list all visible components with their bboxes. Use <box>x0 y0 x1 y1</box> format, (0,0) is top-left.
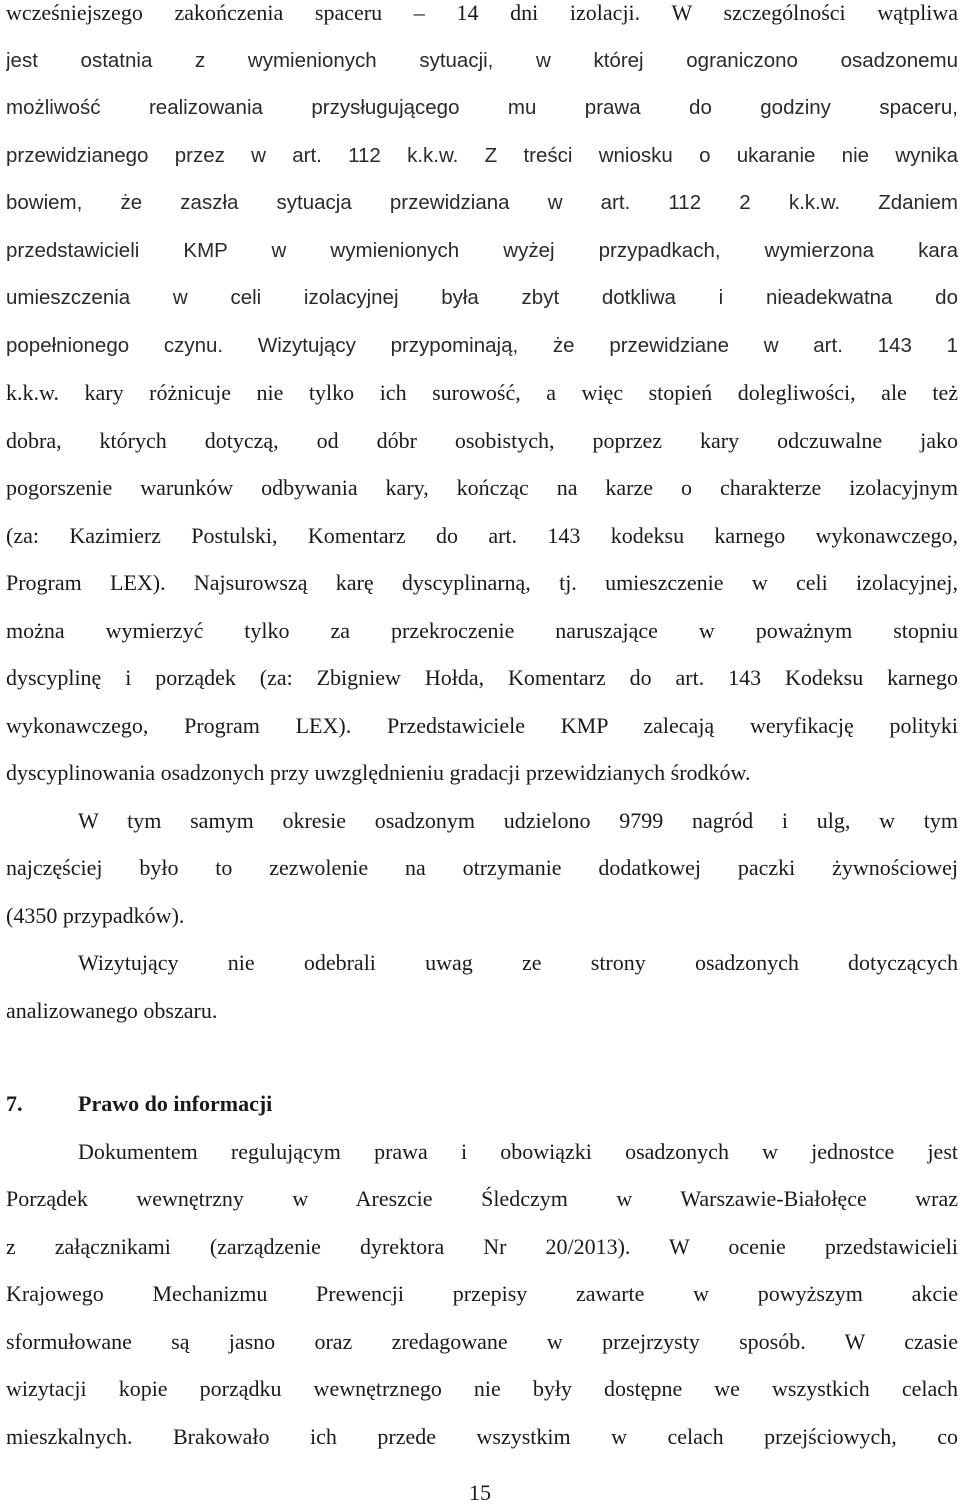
text-line: (za: Kazimierz Postulski, Komentarz do art. 143 kodeksu karnego wykonawczego, <box>6 522 958 548</box>
text-line: najczęściej było to zezwolenie na otrzymanie dodatkowej paczki żywnościowej <box>6 855 958 880</box>
text-line: umieszczenia w celi izolacyjnej była zbyt dotkliwa i nieadekwatna do <box>6 286 958 309</box>
text-line: bowiem, że zaszła sytuacja przewidziana w art. 112 2 k.k.w. Zdaniem <box>6 191 958 214</box>
page-number: 15 <box>469 1480 491 1505</box>
text-line: przewidzianego przez w art. 112 k.k.w. Z treści wniosku o ukaranie nie wynika <box>6 143 958 167</box>
text-line: W tym samym okresie osadzonym udzielono 9799 nagród i ulg, w tym <box>78 807 958 833</box>
text-line: wykonawczego, Program LEX). Przedstawiciele KMP zalecają weryfikację polityki <box>6 712 958 738</box>
text-line: jest ostatnia z wymienionych sytuacji, w której ograniczono osadzonemu <box>6 48 958 72</box>
text-line: sformułowane są jasno oraz zredagowane w przejrzysty sposób. W czasie <box>6 1328 958 1354</box>
text-line: można wymierzyć tylko za przekroczenie naruszające w poważnym stopniu <box>6 617 958 643</box>
text-line: popełnionego czynu. Wizytujący przypominają, że przewidziane w art. 143 1 <box>6 333 958 357</box>
text-line: wizytacji kopie porządku wewnętrznego nie były dostępne we wszystkich celach <box>6 1376 958 1401</box>
paragraph-disciplinary-penalties <box>6 0 958 797</box>
text-line: Dokumentem regulującym prawa i obowiązki osadzonych w jednostce jest <box>78 1138 958 1164</box>
text-line: Porządek wewnętrzny w Areszcie Śledczym w Warszawie-Białołęce wraz <box>6 1186 958 1211</box>
text-line: Program LEX). Najsurowszą karę dyscyplinarną, tj. umieszczenie w celi izolacyjnej, <box>6 570 958 595</box>
section-number: 7. <box>6 1091 23 1116</box>
text-line: analizowanego obszaru. <box>6 997 218 1023</box>
text-line: Krajowego Mechanizmu Prewencji przepisy zawarte w powyższym akcie <box>6 1281 958 1306</box>
text-line: pogorszenie warunków odbywania kary, kończąc na karze o charakterze izolacyjnym <box>6 475 958 500</box>
paragraph-information-rights <box>6 1128 958 1461</box>
text-line: wcześniejszego zakończenia spaceru – 14 dni izolacji. W szczególności wątpliwa <box>6 0 958 25</box>
text-line: dyscyplinowania osadzonych przy uwzględnieniu gradacji przewidzianych środków. <box>6 760 751 785</box>
text-line: k.k.w. kary różnicuje nie tylko ich surowość, a więc stopień dolegliwości, ale też <box>6 380 958 405</box>
paragraph-rewards <box>6 797 958 940</box>
text-line: z załącznikami (zarządzenie dyrektora Nr 20/2013). W ocenie przedstawicieli <box>6 1233 958 1259</box>
text-line: możliwość realizowania przysługującego mu prawa do godziny spaceru, <box>6 96 958 119</box>
section-gap <box>6 1034 958 1080</box>
section-heading <box>6 1080 958 1128</box>
text-line: dobra, których dotyczą, od dóbr osobistych, poprzez kary odczuwalne jako <box>6 427 958 453</box>
text-line: dyscyplinę i porządek (za: Zbigniew Hołda, Komentarz do art. 143 Kodeksu karnego <box>6 665 958 690</box>
text-line: (4350 przypadków). <box>6 902 185 928</box>
text-line: mieszkalnych. Brakowało ich przede wszystkim w celach przejściowych, co <box>6 1423 958 1449</box>
paragraph-no-remarks <box>6 939 958 1034</box>
section-title: Prawo do informacji <box>78 1091 273 1116</box>
document-page <box>6 0 958 1460</box>
text-line: przedstawicieli KMP w wymienionych wyżej przypadkach, wymierzona kara <box>6 238 958 262</box>
text-line: Wizytujący nie odebrali uwag ze strony osadzonych dotyczących <box>78 950 958 975</box>
